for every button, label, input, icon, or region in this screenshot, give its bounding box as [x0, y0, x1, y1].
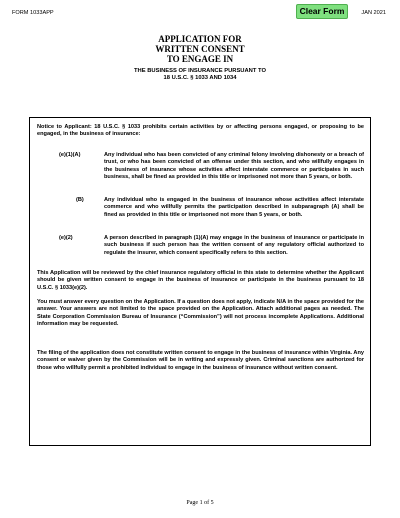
notice-intro: Notice to Applicant: 18 U.S.C. § 1033 prohibits certain activities by or affecting persons engaged, or proposing to be engaged, in the business of insurance: — [37, 124, 364, 138]
clear-form-button[interactable]: Clear Form — [296, 4, 348, 19]
page-title — [0, 34, 400, 65]
item-label-e2: (e)(2) — [59, 235, 73, 241]
item-text-e2: A person described in paragraph (1)(A) may engage in the business of insurance or participate in such business if such person has the written consent of any regulatory official authorized to regulate the insurer, which consent specifically refers to this section. — [104, 235, 364, 256]
item-label-b: (B) — [76, 197, 84, 203]
subtitle-line-2: 18 U.S.C. § 1033 AND 1034 — [163, 75, 237, 82]
item-text-e1a: Any individual who has been convicted of any criminal felony involving dishonesty or a breach of trust, or who has been convicted of an offense under this section, and who willfully engages in the business of insurance whose activities affect interstate commerce or participates in such business, shall be fined as provided in this title or imprisoned not more than 5 years, or both. — [104, 152, 364, 180]
answer-paragraph: You must answer every question on the Application. If a question does not apply, indicate N/A in the space provided for the answer. Your answers are not limited to the space provided on the Application. Attach additional pages as needed. The State Corporation Commission Bureau of Insurance (“Commission”) will not process incomplete Applications. Additional information may be requested. — [37, 299, 364, 327]
form-number: FORM 1033APP — [12, 10, 54, 16]
item-text-b: Any individual who is engaged in the business of insurance whose activities affect interstate commerce and who willfully permits the participation described in subparagraph (A) shall be fined as provided in this title or imprisoned not more than 5 years, or both. — [104, 197, 364, 218]
title-line-2: WRITTEN CONSENT — [155, 44, 245, 55]
item-label-e1a: (e)(1)(A) — [59, 152, 81, 158]
form-date: JAN 2021 — [361, 10, 386, 16]
page-subtitle — [0, 68, 400, 83]
title-line-3: TO ENGAGE IN — [166, 54, 234, 65]
subtitle-line-1: THE BUSINESS OF INSURANCE PURSUANT TO — [134, 68, 266, 74]
filing-paragraph: The filing of the application does not constitute written consent to engage in the business of insurance within Virginia. Any consent or waiver given by the Commission will be in writing and expressly given. Criminal sanctions are authorized for those who willfully permit a prohibited individual to engage in the business of insurance without written consent. — [37, 350, 364, 371]
review-paragraph: This Application will be reviewed by the chief insurance regulatory official in this state to determine whether the Applicant should be given written consent to engage in the business of insurance or participate in the business pursuant to 18 U.S.C. § 1033(e)(2). — [37, 270, 364, 291]
title-line-1: APPLICATION FOR — [158, 34, 242, 44]
page-number: Page 1 of 5 — [186, 500, 214, 506]
